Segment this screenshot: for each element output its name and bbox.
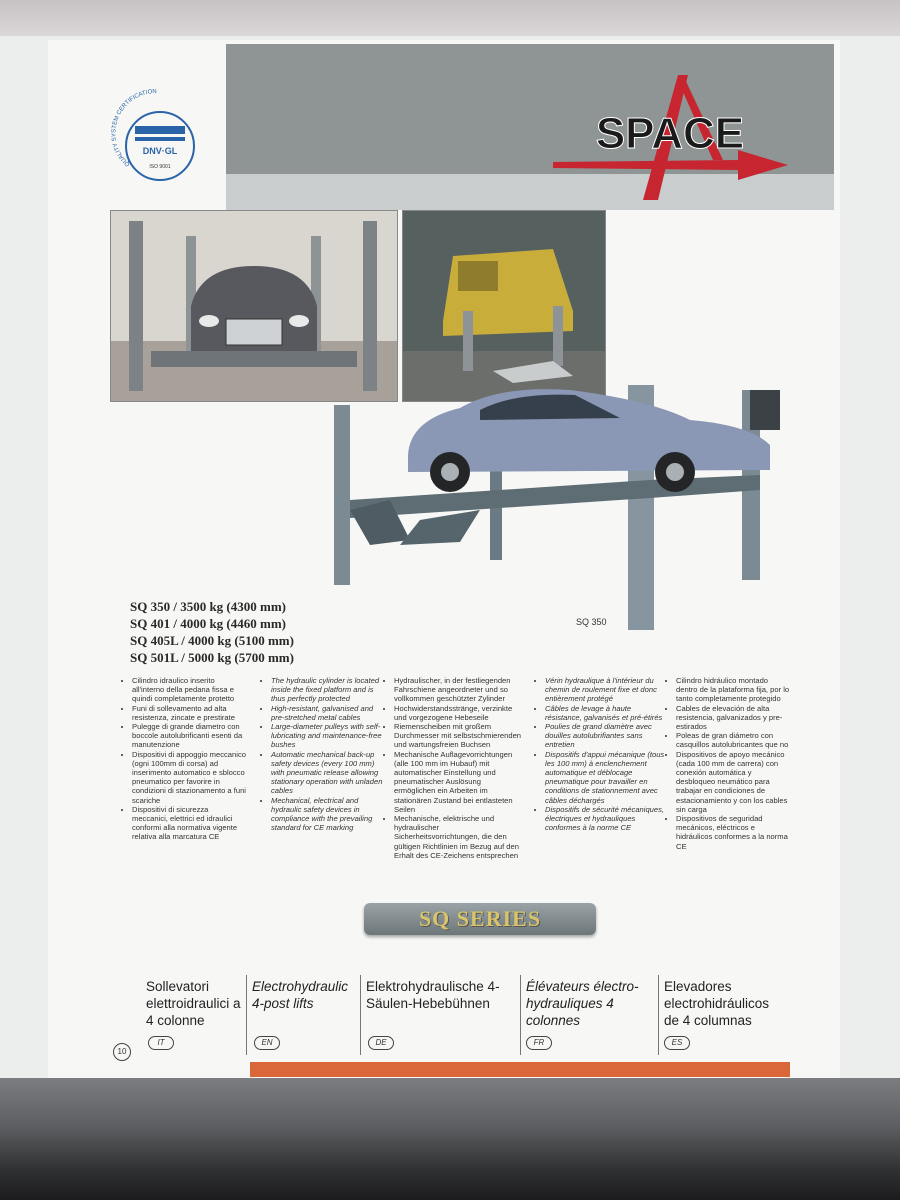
sq350-lift-illustration — [330, 380, 790, 630]
series-banner — [364, 903, 596, 935]
features-english — [263, 676, 385, 832]
features-spanish — [668, 676, 790, 851]
lang-code-de: DE — [368, 1036, 394, 1050]
model-line: SQ 401 / 4000 kg (4460 mm) — [130, 616, 286, 631]
feature-item: • Automatic mechanical back-up safety devices (every 100 mm) with pneumatic release allowing stationary operation with unladen cables — [271, 750, 385, 796]
feature-item: • Vérin hydraulique à l'intérieur du chemin de roulement fixe et donc entièrement protégé — [545, 676, 665, 704]
title-french: Élévateurs électro-hydrauliques 4 colonnes — [526, 979, 639, 1028]
page-number: 10 — [113, 1043, 131, 1061]
workshop-lift-photo — [402, 210, 606, 402]
space-logo-arrow-icon — [548, 70, 798, 205]
title-italian: Sollevatori elettroidraulici a 4 colonne — [146, 979, 241, 1028]
svg-text:QUALITY SYSTEM CERTIFICATION: QUALITY SYSTEM CERTIFICATION — [111, 89, 157, 168]
monitor-bottom-bezel — [0, 1078, 900, 1200]
model-line: SQ 501L / 5000 kg (5700 mm) — [130, 650, 294, 665]
feature-item: • Pulegge di grande diametro con boccole autolubrificanti esenti da manutenzione — [132, 722, 246, 750]
feature-item: • Cables de elevación de alta resistencia, galvanizados y pre-estirados — [676, 704, 790, 732]
feature-item: • The hydraulic cylinder is located inside the fixed platform and is thus perfectly protected — [271, 676, 385, 704]
features-italian — [124, 676, 246, 842]
model-capacity-list — [130, 598, 294, 666]
feature-item: • Mechanische, elektrische und hydraulischer Sicherheitsvorrichtungen, die den gültigen Richtlinien im Bezug auf den Erhalt des CE-Zeichens entsprechen — [394, 814, 524, 860]
monitor-top-bezel — [0, 0, 900, 38]
feature-item: • Dispositivi di appoggio meccanico (ogni 100mm di corsa) ad inserimento automatico e sblocco pneumatico per favorire in condizioni di stazionamento a funi scariche — [132, 750, 246, 805]
feature-item: • Dispositifs de sécurité mécaniques, électriques et hydrauliques conformes à la norme CE — [545, 805, 665, 833]
model-line: SQ 350 / 3500 kg (4300 mm) — [130, 599, 286, 614]
feature-item: • Funi di sollevamento ad alta resistenza, zincate e prestirate — [132, 704, 246, 722]
feature-item: • Mechanische Auflagevorrichtungen (alle 100 mm im Hubauf) mit automatischer Einstellung und pneumatischer Auslösung ermöglichen ein Arbeiten im stationären Zustand bei entlasteten Seilen — [394, 750, 524, 814]
accent-bar — [250, 1062, 790, 1077]
svg-text:SPACE: SPACE — [595, 109, 745, 158]
feature-item: • Poleas de gran diámetro con casquillos autolubricantes que no — [676, 731, 790, 749]
feature-item: • Dispositivi di sicurezza meccanici, elettrici ed idraulici conformi alla normativa vigente relativa alla marcatura CE — [132, 805, 246, 842]
lang-code-en: EN — [254, 1036, 280, 1050]
product-label: SQ 350 — [576, 617, 607, 627]
divider — [360, 975, 361, 1055]
feature-item: • Dispositivos de seguridad mecánicos, eléctricos e hidráulicos conformes a la norma CE — [676, 814, 790, 851]
feature-item: • Mechanical, electrical and hydraulic safety devices in compliance with the prevailing standard for CE marking — [271, 796, 385, 833]
title-spanish: Elevadores electrohidráulicos de 4 columnas — [664, 979, 770, 1028]
features-french — [537, 676, 665, 832]
lang-code-it: IT — [148, 1036, 174, 1050]
feature-item: • Câbles de levage à haute résistance, galvanisés et pré-étirés — [545, 704, 665, 722]
feature-item: • Dispositifs d'appui mécanique (tous les 100 mm) à enclenchement automatique et déblocage pneumatique pour travailler en conditions de stationnement avec câbles déchargés — [545, 750, 665, 805]
feature-item: • Poulies de grand diamètre avec douilles autolubrifiantes sans entretien — [545, 722, 665, 750]
features-german — [386, 676, 524, 860]
space-logo — [548, 70, 798, 205]
feature-item: • Hydraulischer, in der festliegenden Fahrschiene angeordneter und so vollkommen geschützter Zylinder — [394, 676, 524, 704]
divider — [246, 975, 247, 1055]
divider — [658, 975, 659, 1055]
divider — [520, 975, 521, 1055]
title-german: Elektrohydraulische 4-Säulen-Hebebühnen — [366, 979, 500, 1011]
certification-badge — [50, 44, 226, 210]
dnv-gl-icon — [50, 44, 226, 210]
title-english: Electrohydraulic 4-post lifts — [252, 979, 349, 1011]
feature-item: • Hochwiderstandsstränge, verzinkte und vorgezogene Hebeseile — [394, 704, 524, 722]
feature-item: • Riemenscheiben mit großem Durchmesser mit selbstschmierenden und wartungsfreien Buchsen — [394, 722, 524, 750]
svg-text:DNV·GL: DNV·GL — [142, 146, 178, 156]
svg-text:ISO 9001: ISO 9001 — [149, 164, 171, 170]
lang-code-es: ES — [664, 1036, 690, 1050]
lang-code-fr: FR — [526, 1036, 552, 1050]
feature-item: • High-resistant, galvanised and pre-stretched metal cables — [271, 704, 385, 722]
feature-item: • Dispositivos de apoyo mecánico (cada 100 mm de carrera) con conexión automática y desbloqueo neumático para trabajar en condiciones de estacionamiento y con los cables sin carga — [676, 750, 790, 814]
series-title: SQ SERIES — [418, 906, 542, 931]
feature-item: • Cilindro idraulico inserito all'interno della pedana fissa e quindi completamente protetto — [132, 676, 246, 704]
feature-item: • Large-diameter pulleys with self-lubricating and maintenance-free bushes — [271, 722, 385, 750]
feature-item: • Cilindro hidráulico montado dentro de la plataforma fija, por lo tanto completamente protegido — [676, 676, 790, 704]
model-line: SQ 405L / 4000 kg (5100 mm) — [130, 633, 294, 648]
showroom-lift-photo — [110, 210, 398, 402]
